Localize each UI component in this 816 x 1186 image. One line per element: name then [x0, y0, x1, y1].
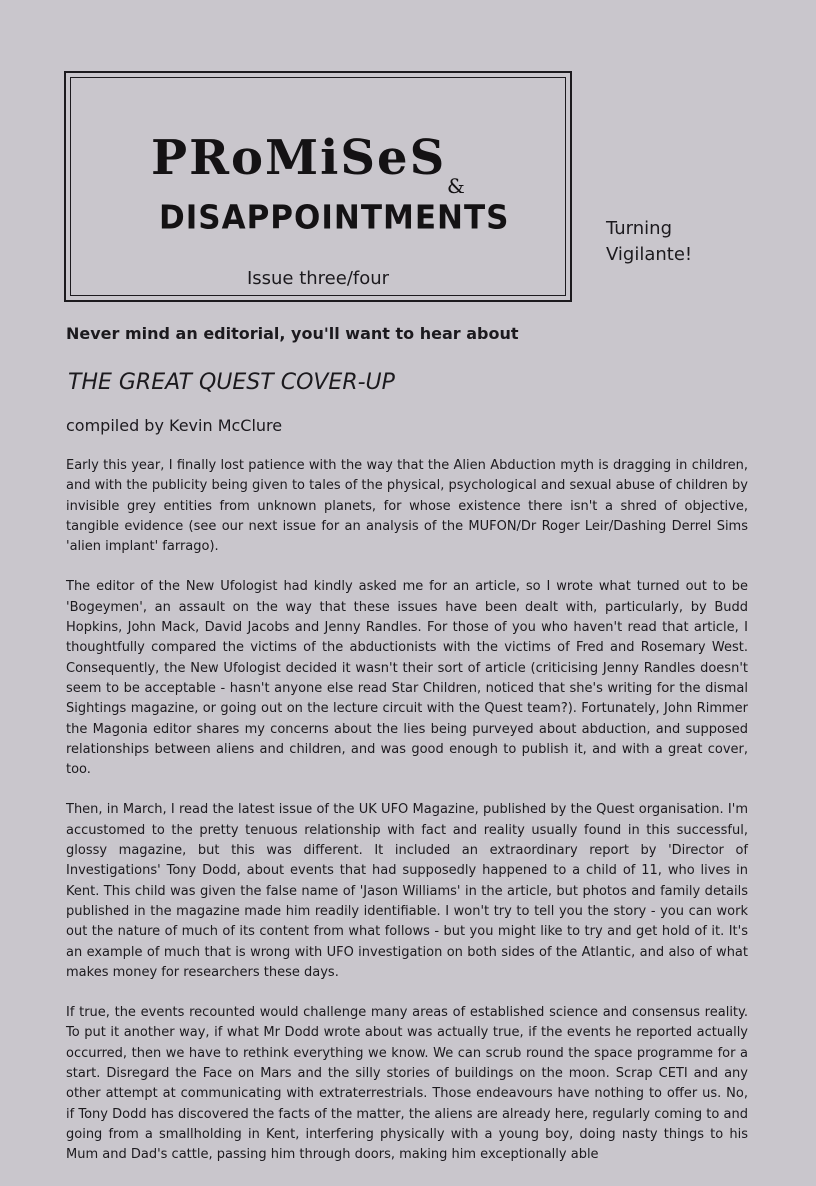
logo-title-disappointments: DISAPPOINTMENTS	[159, 199, 510, 237]
article-intro: Never mind an editorial, you'll want to hear about	[66, 324, 519, 343]
paragraph: If true, the events recounted would challenge many areas of established science and consensus reality. To put it another way, if what Mr Dodd wrote about was actually true, if the events he reported actually occurred, then we have to rethink everything we know. We can scrub round the space programme for a start. Disregard the Face on Mars and the silly stories of buildings on the moon. Scrap CETI and any other attempt at communicating with extraterrestrials. Those endeavours have nothing to offer us. No, if Tony Dodd has discovered the facts of the matter, the aliens are already here, regularly coming to and going from a smallholding in Kent, interfering physically with a young boy, doing nasty things to his Mum and Dad's cattle, passing him through doors, making him exceptionally able	[66, 1005, 748, 1163]
paragraph: Early this year, I finally lost patience with the way that the Alien Abduction myth is dragging in children, and with the publicity being given to tales of the physical, psychological and sexual abuse of children by invisible grey entities from unknown planets, for whose existence there isn't a shred of objective, tangible evidence (see our next issue for an analysis of the MUFON/Dr Roger Leir/Dashing Derrel Sims 'alien implant' farrago).	[66, 458, 748, 555]
logo-title-promises: PRoMiSeS	[151, 130, 447, 186]
paragraph: The editor of the New Ufologist had kindly asked me for an article, so I wrote what turned out to be 'Bogeymen', an assault on the way that these issues have been dealt with, particularly, by Budd Hopkins, John Mack, David Jacobs and Jenny Randles. For those of you who haven't read that article, I thoughtfully compared the victims of the abductionists with the victims of Fred and Rosemary West. Consequently, the New Ufologist decided it wasn't their sort of article (criticising Jenny Randles doesn't seem to be acceptable - hasn't anyone else read Star Children, noticed that she's writing for the dismal Sightings magazine, or going out on the lecture circuit with the Quest team?). Fortunately, John Rimmer the Magonia editor shares my concerns about the lies being purveyed about abduction, and supposed relationships between aliens and children, and was good enough to publish it, and with a great cover, too.	[66, 579, 748, 778]
article-headline: THE GREAT QUEST COVER-UP	[68, 370, 395, 395]
paragraph: Then, in March, I read the latest issue of the UK UFO Magazine, published by the Quest organisation. I'm accustomed to the pretty tenuous relationship with fact and reality usually found in this successful, glossy magazine, but this was different. It included an extraordinary report by 'Director of Investigations' Tony Dodd, about events that had supposedly happened to a child of 11, who lives in Kent. This child was given the false name of 'Jason Williams' in the article, but photos and family details published in the magazine made him readily identifiable. I won't try to tell you the story - you can work out the nature of much of its content from what follows - but you might like to try and get hold of it. It's an example of much that is wrong with UFO investigation on both sides of the Atlantic, and also of what makes money for researchers these days.	[66, 802, 748, 980]
sidebar-teaser-line2: Vigilante!	[606, 244, 693, 265]
article-body	[66, 456, 748, 1186]
masthead-inner-border	[70, 77, 566, 296]
logo-ampersand: &	[447, 174, 465, 198]
sidebar-teaser-line1: Turning	[606, 218, 672, 239]
article-byline: compiled by Kevin McClure	[66, 416, 283, 435]
masthead-box	[64, 71, 572, 302]
issue-number: Issue three/four	[246, 268, 390, 289]
sidebar-teaser	[606, 216, 756, 268]
